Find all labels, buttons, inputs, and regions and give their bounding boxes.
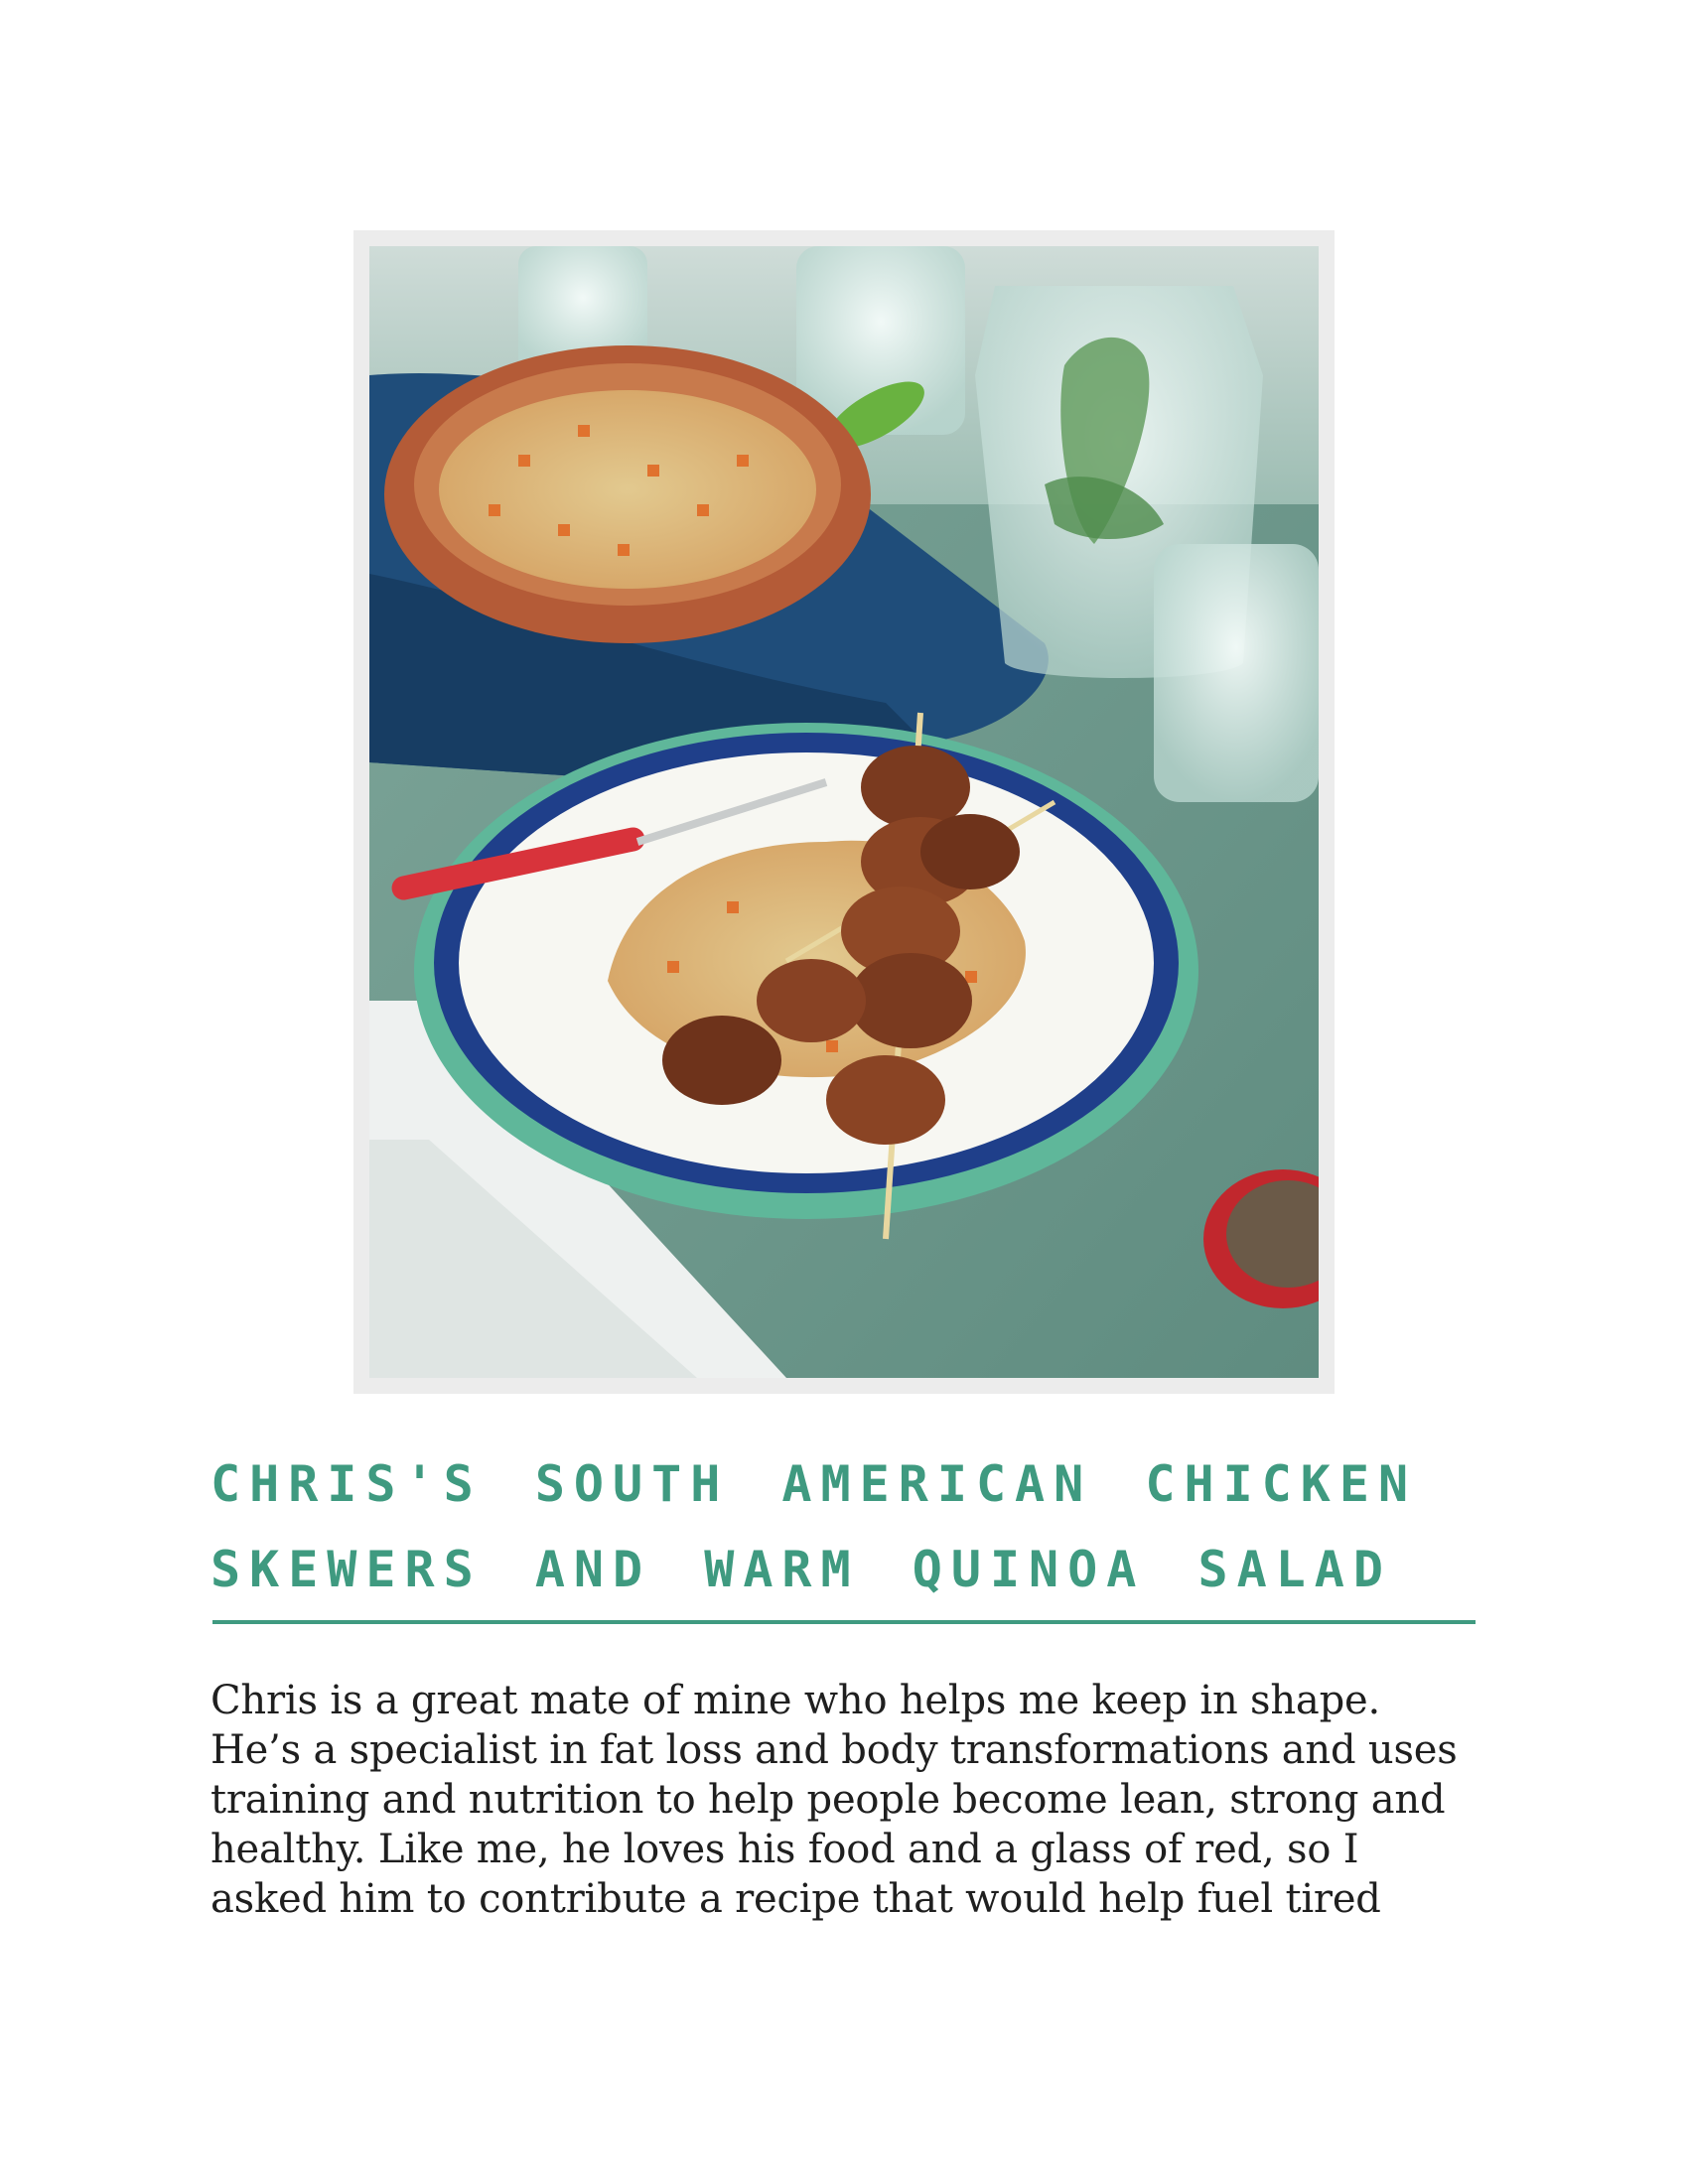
intro-line: Chris is a great mate of mine who helps me keep in shape. [211,1678,1380,1723]
recipe-title-line-2: SKEWERS AND WARM QUINOA SALAD [211,1541,1392,1598]
intro-line: healthy. Like me, he loves his food and a glass of red, so I [211,1827,1359,1872]
intro-line: asked him to contribute a recipe that would help fuel tired [211,1876,1381,1922]
food-photo [369,246,1319,1378]
recipe-title-line-1: CHRIS'S SOUTH AMERICAN CHICKEN [211,1455,1418,1513]
intro-line: training and nutrition to help people become lean, strong and [211,1777,1446,1823]
recipe-intro [211,1676,1491,1924]
intro-line: He’s a specialist in fat loss and body transformations and uses [211,1727,1458,1773]
water-glass-right [1154,544,1319,802]
recipe-title [211,1441,1481,1612]
quinoa-salad-bowl [439,390,816,589]
food-photo-illustration [369,246,1319,1378]
food-photo-frame [353,230,1335,1394]
title-divider [212,1620,1476,1624]
